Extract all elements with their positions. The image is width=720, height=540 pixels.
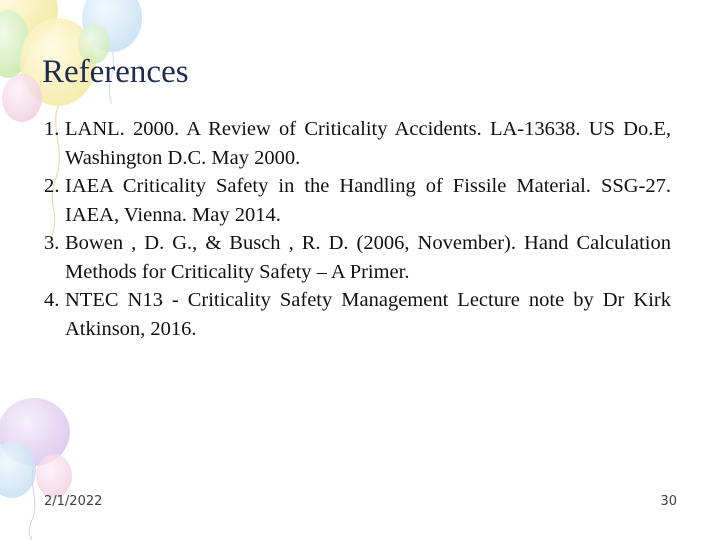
reference-item [44,115,671,172]
balloon-pink-bottom [36,454,72,498]
slide-number: 30 [660,494,677,509]
reference-number: 3. [44,232,60,254]
reference-item [44,229,671,286]
reference-text: NTEC N13 - Criticality Safety Management Lecture note by Dr Kirk Atkinson, 2016. [65,289,671,340]
reference-text: IAEA Criticality Safety in the Handling of Fissile Material. SSG-27. IAEA, Vienna. May 2014. [65,175,671,226]
reference-text: Bowen , D. G., & Busch , R. D. (2006, November). Hand Calculation Methods for Criticality Safety – A Primer. [65,232,671,283]
balloon-pink-top [2,74,42,122]
reference-item [44,286,671,343]
reference-number: 1. [44,118,60,140]
reference-list [44,115,671,343]
reference-text: LANL. 2000. A Review of Criticality Accidents. LA-13638. US Do.E, Washington D.C. May 2000. [65,118,671,169]
reference-number: 4. [44,289,60,311]
footer-date: 2/1/2022 [44,494,103,509]
reference-number: 2. [44,175,60,197]
page-title: References [42,54,189,90]
reference-item [44,172,671,229]
